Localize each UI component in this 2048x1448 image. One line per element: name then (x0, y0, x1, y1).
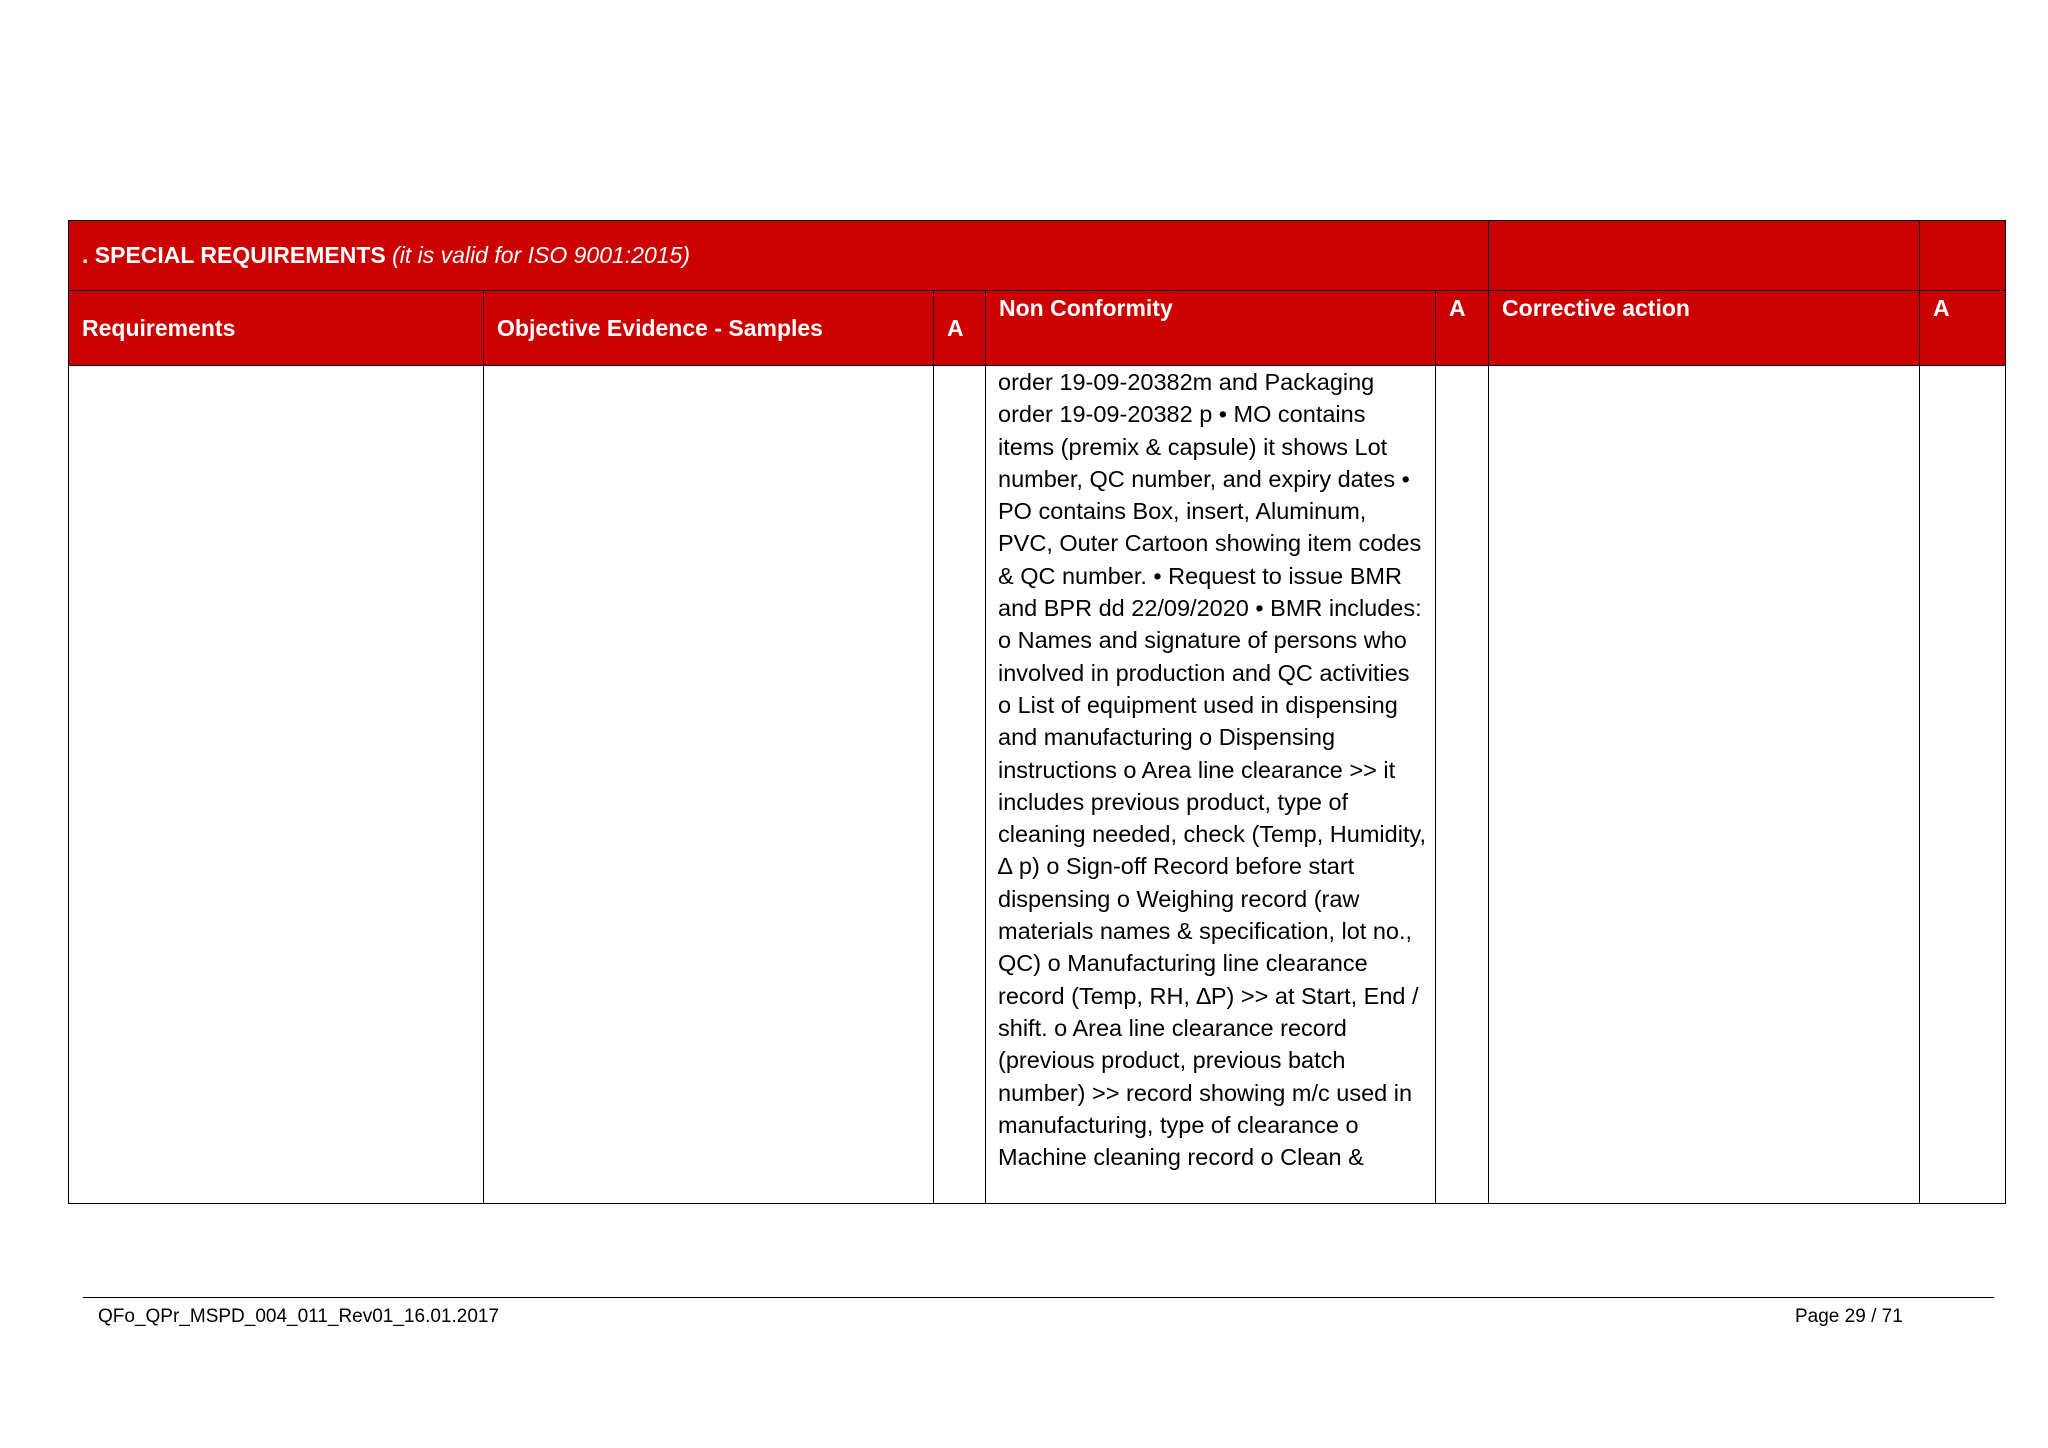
table-row (69, 366, 2006, 1204)
section-header-blank-1 (1489, 221, 1920, 291)
cell-a1 (934, 366, 986, 1204)
audit-table (68, 220, 2006, 1204)
col-header-a3: A (1920, 291, 2006, 366)
col-header-a2: A (1436, 291, 1489, 366)
cell-objective-evidence (484, 366, 934, 1204)
footer-page-number: Page 29 / 71 (1795, 1306, 1903, 1327)
col-header-corrective-action: Corrective action (1489, 291, 1920, 366)
footer-divider (83, 1297, 1994, 1298)
cell-corrective-action (1489, 366, 1920, 1204)
col-header-a1: A (934, 291, 986, 366)
col-header-requirements: Requirements (69, 291, 484, 366)
cell-non-conformity: order 19-09-20382m and Packaging order 19-09-20382 p • MO contains items (premix & capsule) it shows Lot number, QC number, and expiry dates • PO contains Box, insert, Aluminum, PVC, Outer Cartoon showing item codes & QC number. • Request to issue BMR and BPR dd 22/09/2020 • BMR includes: o Names and signature of persons who involved in production and QC activities o List of equipment used in dispensing and manufacturing o Dispensing instructions o Area line clearance >> it includes previous product, type of cleaning needed, check (Temp, Humidity, ∆ p) o Sign-off Record before start dispensing o Weighing record (raw materials names & specification, lot no., QC) o Manufacturing line clearance record (Temp, RH, ∆P) >> at Start, End / shift. o Area line clearance record (previous product, previous batch number) >> record showing m/c used in manufacturing, type of clearance o Machine cleaning record o Clean & (986, 366, 1436, 1204)
col-header-non-conformity: Non Conformity (986, 291, 1436, 366)
cell-requirements (69, 366, 484, 1204)
section-subtitle: (it is valid for ISO 9001:2015) (392, 242, 690, 268)
cell-a3 (1920, 366, 2006, 1204)
section-title: . SPECIAL REQUIREMENTS (82, 242, 386, 268)
footer-doc-code: QFo_QPr_MSPD_004_011_Rev01_16.01.2017 (98, 1306, 500, 1327)
cell-a2 (1436, 366, 1489, 1204)
section-header-blank-2 (1920, 221, 2006, 291)
section-header (69, 221, 1489, 291)
col-header-objective-evidence: Objective Evidence - Samples (484, 291, 934, 366)
